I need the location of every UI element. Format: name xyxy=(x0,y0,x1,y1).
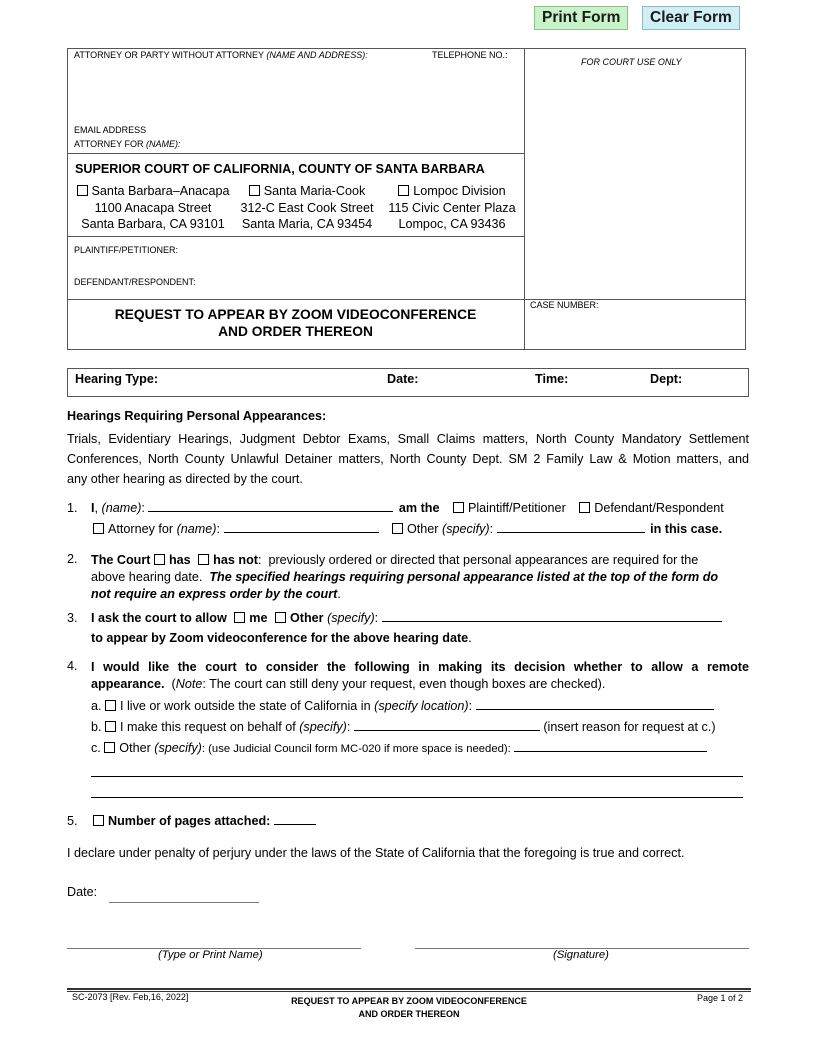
hearing-type-label: Hearing Type: xyxy=(75,372,159,386)
has-checkbox[interactable] xyxy=(154,554,165,565)
divider xyxy=(67,236,525,237)
item5-text: Number of pages attached: xyxy=(93,814,316,828)
item3-num: 3. xyxy=(67,611,78,625)
item4a-checkbox[interactable] xyxy=(105,700,116,711)
defendant-label: DEFENDANT/RESPONDENT: xyxy=(74,277,196,287)
lompoc-checkbox[interactable] xyxy=(398,185,409,196)
anacapa-checkbox[interactable] xyxy=(77,185,88,196)
plaintiff-checkbox[interactable] xyxy=(453,502,464,513)
footer-rule xyxy=(67,988,751,990)
page-number: Page 1 of 2 xyxy=(697,993,744,1003)
attorney-for-checkbox[interactable] xyxy=(93,523,104,534)
personal-heading: Hearings Requiring Personal Appearances: xyxy=(67,409,327,423)
form-id: SC-2073 [Rev. Feb,16, 2022] xyxy=(72,992,189,1002)
email-label: EMAIL ADDRESS xyxy=(74,125,147,135)
item2-num: 2. xyxy=(67,552,78,566)
print-name-caption: (Type or Print Name) xyxy=(158,949,263,961)
footer-title: REQUEST TO APPEAR BY ZOOM VIDEOCONFERENCE AND ORDER THEREON xyxy=(291,996,527,1019)
item4b-checkbox[interactable] xyxy=(105,721,116,732)
item4-b: b. I make this request on behalf of (specify): (insert reason for request at c.) xyxy=(91,720,716,734)
item4-c: c. Other (specify): (use Judicial Council form MC-020 if more space is needed): xyxy=(91,741,707,755)
location-lompoc: Lompoc Division 115 Civic Center Plaza Lompoc, CA 93436 xyxy=(388,184,516,231)
item2-text: The Court has has not: previously ordered or directed that personal appearances are required for the above hearing date. The specified hearings requiring personal appearance listed at the top of the form do not require an express order by the court. xyxy=(91,553,719,601)
divider xyxy=(67,153,525,154)
form-title: REQUEST TO APPEAR BY ZOOM VIDEOCONFERENCE AND ORDER THEREON xyxy=(114,307,477,339)
item4c-checkbox[interactable] xyxy=(104,742,115,753)
other-checkbox[interactable] xyxy=(392,523,403,534)
me-checkbox[interactable] xyxy=(234,612,245,623)
hearing-date-label: Date: xyxy=(387,372,419,386)
attorney-name-field[interactable] xyxy=(224,532,379,533)
other-reason-field[interactable] xyxy=(514,751,707,752)
item4-num: 4. xyxy=(67,659,78,673)
court-use-label: FOR COURT USE ONLY xyxy=(581,57,682,67)
item1-line2: Attorney for (name): Other (specify): in this case. xyxy=(93,522,722,536)
hearing-dept-label: Dept: xyxy=(650,372,683,386)
court-name: SUPERIOR COURT OF CALIFORNIA, COUNTY OF SANTA BARBARA xyxy=(75,162,485,176)
case-number-label: CASE NUMBER: xyxy=(530,300,599,310)
item3-line1: I ask the court to allow me Other (specify): xyxy=(91,611,722,625)
location-anacapa: Santa Barbara–Anacapa 1100 Anacapa Street Santa Barbara, CA 93101 xyxy=(74,183,232,233)
plaintiff-label: PLAINTIFF/PETITIONER: xyxy=(74,245,179,255)
pages-attached-checkbox[interactable] xyxy=(93,815,104,826)
other-reason-line[interactable] xyxy=(91,776,743,777)
telephone-label: TELEPHONE NO.: xyxy=(432,50,508,60)
item1-name-field[interactable] xyxy=(148,511,393,512)
defendant-checkbox[interactable] xyxy=(579,502,590,513)
item4-intro: I would like the court to consider the following in making its decision whether to allow a remote appearance. (Note: The court can still deny your request, even though boxes are checked). xyxy=(91,660,749,691)
item3-line2: to appear by Zoom videoconference for the above hearing date. xyxy=(91,631,472,645)
cook-checkbox[interactable] xyxy=(249,185,260,196)
attorney-label: ATTORNEY OR PARTY WITHOUT ATTORNEY (NAME AND ADDRESS): xyxy=(74,50,368,60)
item4-a: a. I live or work outside the state of California in (specify location): xyxy=(91,699,714,713)
item1-num: 1. xyxy=(67,501,78,515)
location-cook: Santa Maria-Cook 312-C East Cook Street Santa Maria, CA 93454 xyxy=(240,184,374,231)
has-not-checkbox[interactable] xyxy=(198,554,209,565)
other-specify-field[interactable] xyxy=(497,532,645,533)
print-form-button[interactable]: Print Form xyxy=(534,6,628,30)
behalf-field[interactable] xyxy=(354,730,540,731)
personal-text: Trials, Evidentiary Hearings, Judgment Debtor Exams, Small Claims matters, North County Mandatory Settlement Conferences, North County Unlawful Detainer matters, North County Dept. SM 2 Family Law & Motion matters, and any other hearing as directed by the court. xyxy=(67,432,749,486)
divider xyxy=(67,299,525,300)
attorney-for-label: ATTORNEY FOR (NAME): xyxy=(74,139,181,149)
pages-count-field[interactable] xyxy=(274,824,316,825)
hearing-time-label: Time: xyxy=(535,372,569,386)
declaration-text: I declare under penalty of perjury under the laws of the State of California that the foregoing is true and correct. xyxy=(67,846,685,860)
signature-caption: (Signature) xyxy=(553,949,609,961)
court-use-box xyxy=(524,48,746,300)
item1-line1: I, (name): am the Plaintiff/Petitioner Defendant/Respondent xyxy=(91,501,724,515)
item5-num: 5. xyxy=(67,814,78,828)
other-reason-line[interactable] xyxy=(91,797,743,798)
date-field[interactable] xyxy=(109,902,259,903)
location-field[interactable] xyxy=(476,709,714,710)
date-label: Date: xyxy=(67,885,98,899)
clear-form-button[interactable]: Clear Form xyxy=(642,6,740,30)
item3-other-checkbox[interactable] xyxy=(275,612,286,623)
item3-specify-field[interactable] xyxy=(382,621,722,622)
